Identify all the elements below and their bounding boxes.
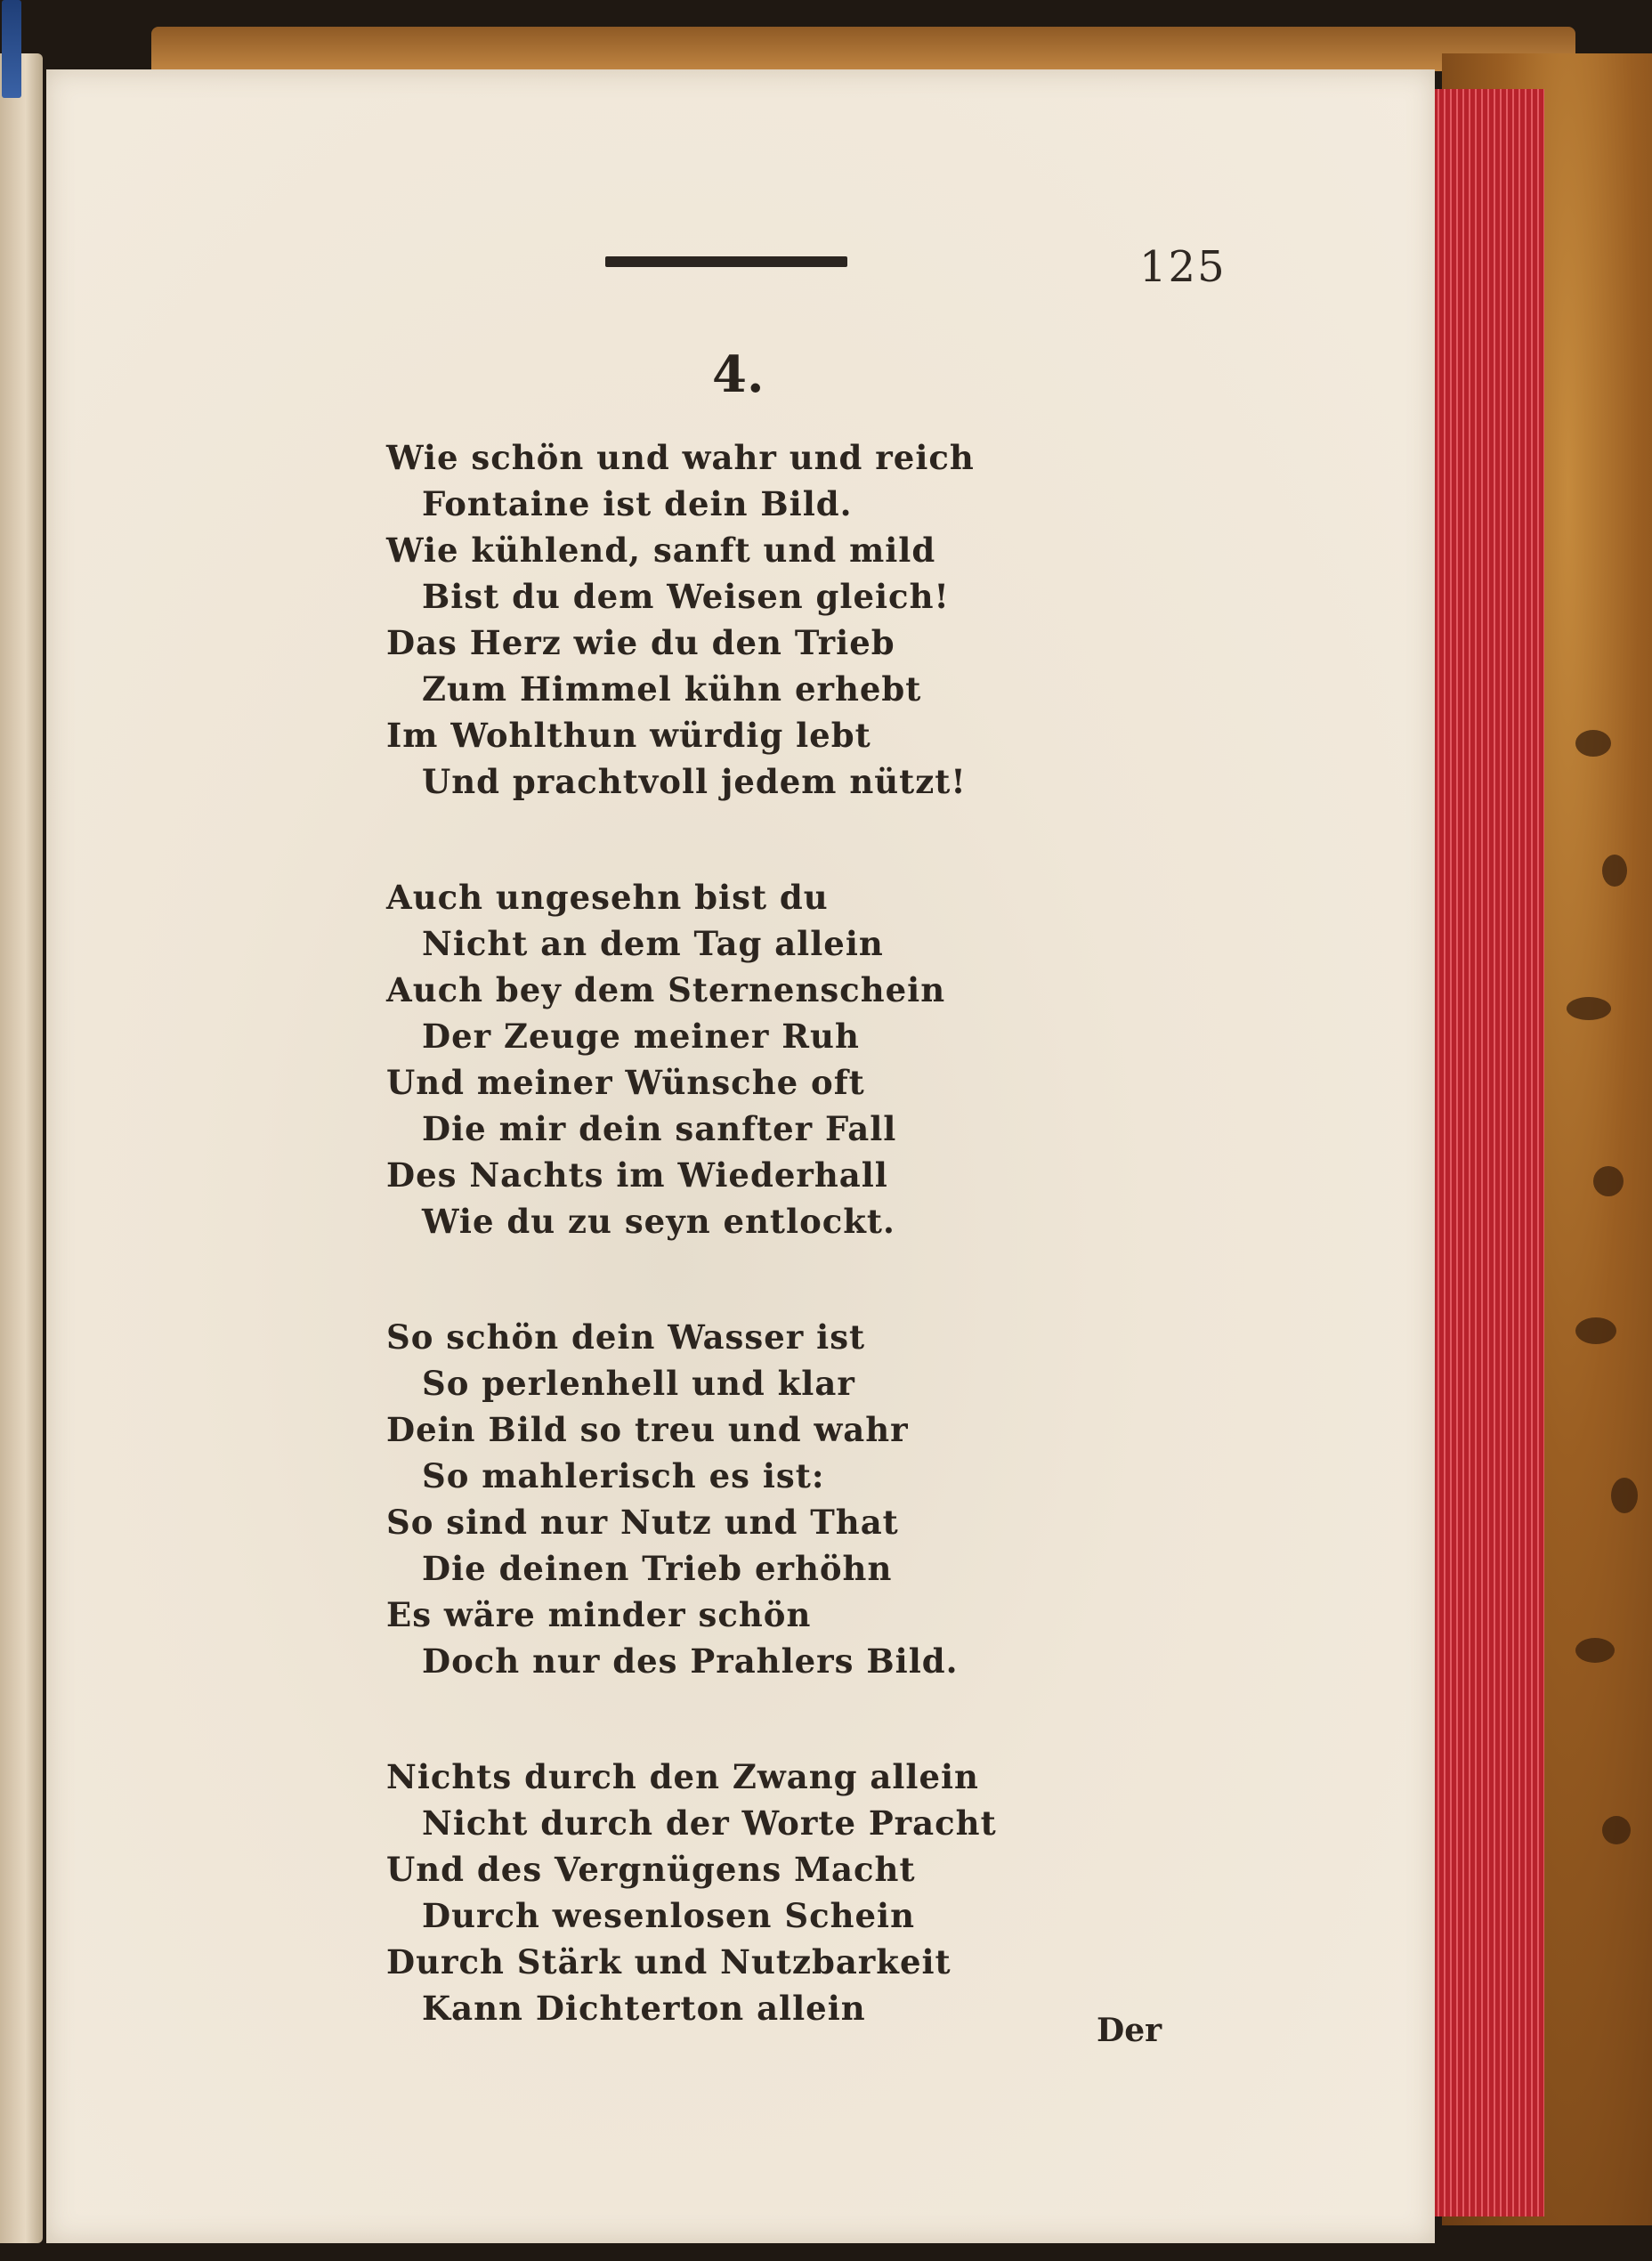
verse-line: Durch wesenlosen Schein [422, 1896, 915, 1935]
verse-line: So mahlerisch es ist: [422, 1456, 825, 1495]
verse-line: Des Nachts im Wiederhall [386, 1155, 888, 1195]
verse-line: Dein Bild so treu und wahr [386, 1410, 909, 1449]
verse-line: Der Zeuge meiner Ruh [422, 1017, 860, 1056]
verse-line: Bist du dem Weisen gleich! [422, 577, 950, 616]
verse-line: Und meiner Wünsche oft [386, 1063, 865, 1102]
poem-number: 4. [712, 345, 765, 404]
verse-line: Durch Stärk und Nutzbarkeit [386, 1942, 952, 1981]
facing-page-edge [0, 53, 43, 2243]
stanza-4 [386, 1754, 1009, 2031]
verse-line: Es wäre minder schön [386, 1595, 812, 1634]
verse-line: Doch nur des Prahlers Bild. [422, 1641, 959, 1681]
verse-line: So schön dein Wasser ist [386, 1317, 866, 1357]
poem-text [386, 434, 1009, 2101]
page-number: 125 [1139, 242, 1227, 292]
verse-line: Und prachtvoll jedem nützt! [422, 762, 967, 801]
verse-line: Auch bey dem Sternenschein [386, 970, 946, 1009]
verse-line: Fontaine ist dein Bild. [422, 484, 853, 523]
verse-line: Nicht durch der Worte Pracht [422, 1803, 997, 1843]
book-page [46, 69, 1435, 2243]
verse-line: Auch ungesehn bist du [386, 878, 829, 917]
stanza-3 [386, 1314, 1009, 1684]
verse-line: Kann Dichterton allein [422, 1989, 866, 2028]
book-cover-top [151, 27, 1575, 71]
ribbon-bookmark [2, 0, 21, 98]
page-block-red-edges [1424, 89, 1544, 2216]
verse-line: Wie kühlend, sanft und mild [386, 531, 936, 570]
verse-line: So perlenhell und klar [422, 1364, 855, 1403]
catchword: Der [1097, 2012, 1162, 2049]
verse-line: Die deinen Trieb erhöhn [422, 1549, 893, 1588]
verse-line: Das Herz wie du den Trieb [386, 623, 895, 662]
verse-line: Die mir dein sanfter Fall [422, 1109, 897, 1148]
verse-line: Zum Himmel kühn erhebt [422, 669, 922, 709]
stanza-2 [386, 874, 1009, 1244]
stanza-1 [386, 434, 1009, 805]
verse-line: Wie schön und wahr und reich [386, 438, 975, 477]
verse-line: Im Wohlthun würdig lebt [386, 716, 871, 755]
verse-line: So sind nur Nutz und That [386, 1503, 899, 1542]
verse-line: Wie du zu seyn entlockt. [422, 1202, 895, 1241]
verse-line: Nichts durch den Zwang allein [386, 1757, 979, 1796]
header-rule [605, 256, 847, 267]
verse-line: Nicht an dem Tag allein [422, 924, 884, 963]
verse-line: Und des Vergnügens Macht [386, 1850, 916, 1889]
